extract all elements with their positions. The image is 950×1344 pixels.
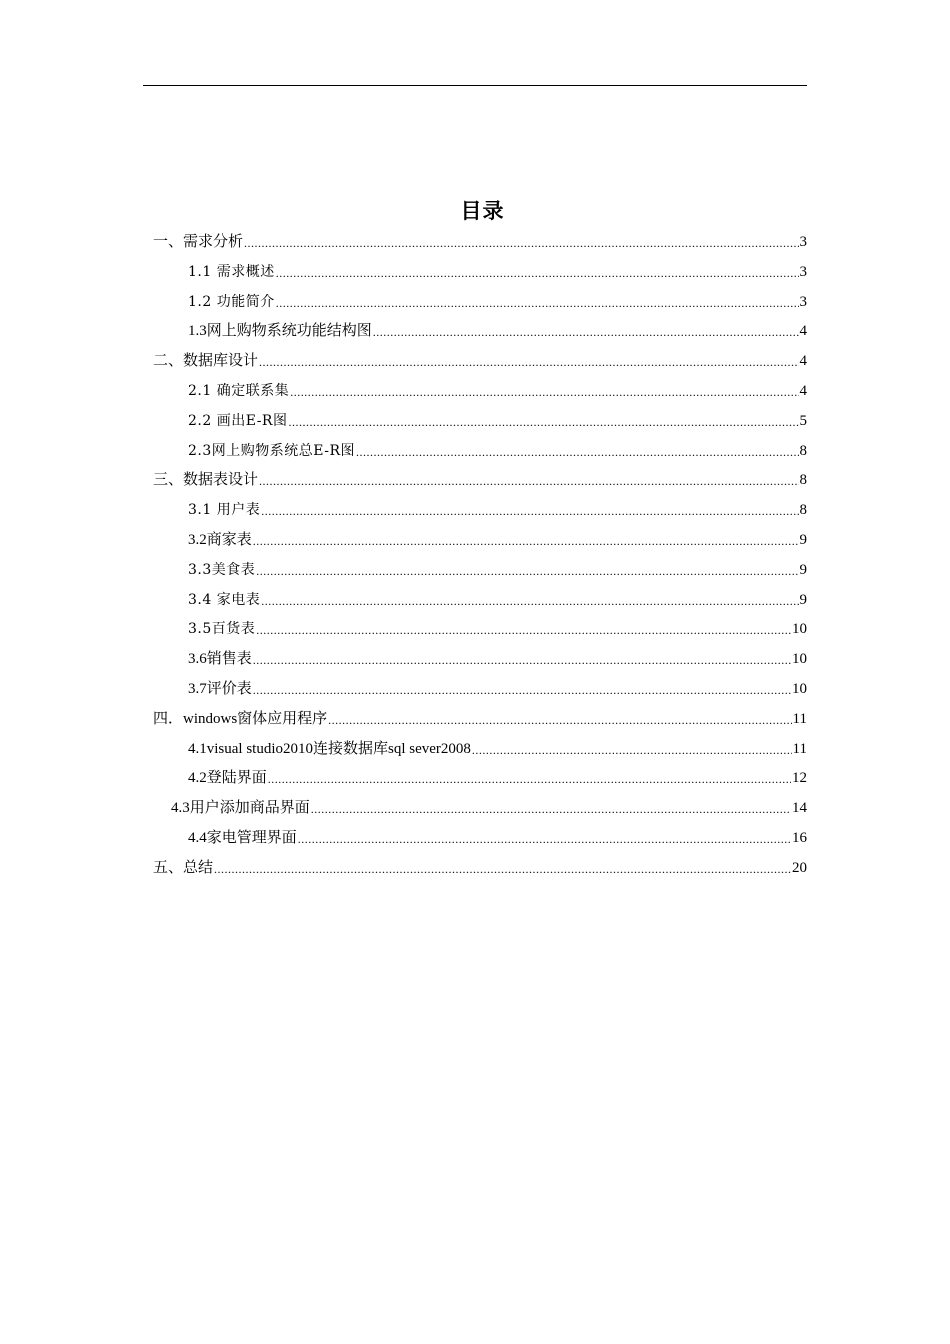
toc-leader-dots <box>259 472 798 490</box>
toc-leader-dots <box>259 353 798 371</box>
toc-page-number: 10 <box>792 651 807 668</box>
toc-entry-label: 二、数据库设计 <box>153 353 259 370</box>
toc-page-number: 12 <box>792 770 807 787</box>
toc-page-number: 11 <box>792 710 807 727</box>
toc-entry[interactable] <box>188 252 807 282</box>
toc-entry-label: 1.1 需求概述 <box>188 263 275 280</box>
toc-leader-dots <box>214 860 791 878</box>
toc-entry[interactable] <box>188 639 807 669</box>
toc-entry[interactable] <box>153 460 807 490</box>
toc-entry-label: 4.1visual studio2010连接数据库sql sever2008 <box>188 740 471 757</box>
toc-entry[interactable] <box>188 758 807 788</box>
toc-page-number: 5 <box>799 412 807 429</box>
toc-page-number: 4 <box>799 383 807 399</box>
toc-title: 目录 <box>460 199 505 223</box>
toc-entry-label: 3.7评价表 <box>188 681 252 697</box>
toc-page-number: 8 <box>799 442 807 459</box>
toc-entry[interactable] <box>188 520 807 550</box>
toc-entry-label: 1.3网上购物系统功能结构图 <box>188 323 372 340</box>
toc-page-number: 4 <box>799 323 807 340</box>
toc-entry-label: 4.3用户添加商品界面 <box>171 800 310 817</box>
toc-leader-dots <box>244 234 798 252</box>
toc-entry[interactable] <box>188 401 807 431</box>
toc-entry[interactable] <box>188 490 807 520</box>
toc-leader-dots <box>311 800 791 818</box>
toc-entry[interactable] <box>153 848 807 878</box>
toc-leader-dots <box>261 592 798 610</box>
toc-entry-label: 一、需求分析 <box>153 234 244 250</box>
toc-page-number: 11 <box>792 740 807 757</box>
toc-entry-label: 4.4家电管理界面 <box>188 830 297 846</box>
toc-page-number: 9 <box>799 591 807 608</box>
toc-entry[interactable] <box>171 788 807 818</box>
toc-page-number: 10 <box>792 681 807 697</box>
toc-entry-label: 4.2登陆界面 <box>188 770 267 787</box>
toc-entry-label: 3.6销售表 <box>188 651 252 668</box>
header-rule <box>143 85 807 86</box>
toc-page-number: 20 <box>792 859 807 876</box>
toc-entry-label: 五、总结 <box>153 859 214 876</box>
toc-entry-label: 2.3网上购物系统总E-R图 <box>188 442 356 459</box>
toc-leader-dots <box>276 264 799 282</box>
toc-entry[interactable] <box>153 341 807 371</box>
toc-page-number: 9 <box>799 561 807 578</box>
toc-leader-dots <box>288 413 798 431</box>
toc-page-number: 8 <box>799 502 807 519</box>
toc-leader-dots <box>256 562 798 580</box>
toc-leader-dots <box>373 323 799 341</box>
toc-entry[interactable] <box>188 550 807 580</box>
toc-entry-label: 2.2 画出E-R图 <box>188 412 288 429</box>
toc-page-number: 16 <box>792 830 807 846</box>
toc-page-number: 3 <box>799 293 807 310</box>
toc-page-number: 10 <box>792 621 807 638</box>
toc-page-number: 14 <box>792 800 807 817</box>
toc-page-number: 9 <box>799 532 807 548</box>
toc-entry[interactable] <box>153 222 807 252</box>
toc-leader-dots <box>276 294 799 312</box>
toc-leader-dots <box>256 621 791 639</box>
toc-leader-dots <box>253 532 799 550</box>
toc-page-number: 8 <box>799 472 807 489</box>
toc-leader-dots <box>472 741 792 759</box>
toc-entry[interactable] <box>188 729 807 759</box>
toc-entry-label: 3.5百货表 <box>188 621 256 638</box>
toc-entry[interactable] <box>188 580 807 610</box>
toc-entry-label: 3.3美食表 <box>188 561 256 578</box>
toc-entry-label: 1.2 功能简介 <box>188 293 275 310</box>
toc-entry-label: 3.1 用户表 <box>188 502 261 519</box>
toc-page-number: 4 <box>799 353 807 370</box>
toc-leader-dots <box>298 830 791 848</box>
toc-entry-label: 2.1 确定联系集 <box>188 383 290 399</box>
toc-entry-label: 三、数据表设计 <box>153 472 259 489</box>
toc-entry-label: 3.4 家电表 <box>188 591 261 608</box>
toc-entry[interactable] <box>188 431 807 461</box>
toc-page-number: 3 <box>799 234 807 250</box>
toc-leader-dots <box>253 681 791 699</box>
toc-entry-label: 3.2商家表 <box>188 532 252 548</box>
toc-entry[interactable] <box>188 609 807 639</box>
toc-leader-dots <box>253 651 791 669</box>
toc-leader-dots <box>356 443 798 461</box>
toc-page-number: 3 <box>799 263 807 280</box>
toc-leader-dots <box>261 502 798 520</box>
toc-leader-dots <box>328 711 791 729</box>
toc-leader-dots <box>268 770 791 788</box>
toc-entry[interactable] <box>188 282 807 312</box>
toc-entry[interactable] <box>188 371 807 401</box>
toc-entry[interactable] <box>188 669 807 699</box>
toc-entry-label: 四．windows窗体应用程序 <box>153 710 328 727</box>
toc-entry[interactable] <box>153 699 807 729</box>
toc-leader-dots <box>290 383 798 401</box>
toc-entry[interactable] <box>188 311 807 341</box>
toc-entry[interactable] <box>188 818 807 848</box>
